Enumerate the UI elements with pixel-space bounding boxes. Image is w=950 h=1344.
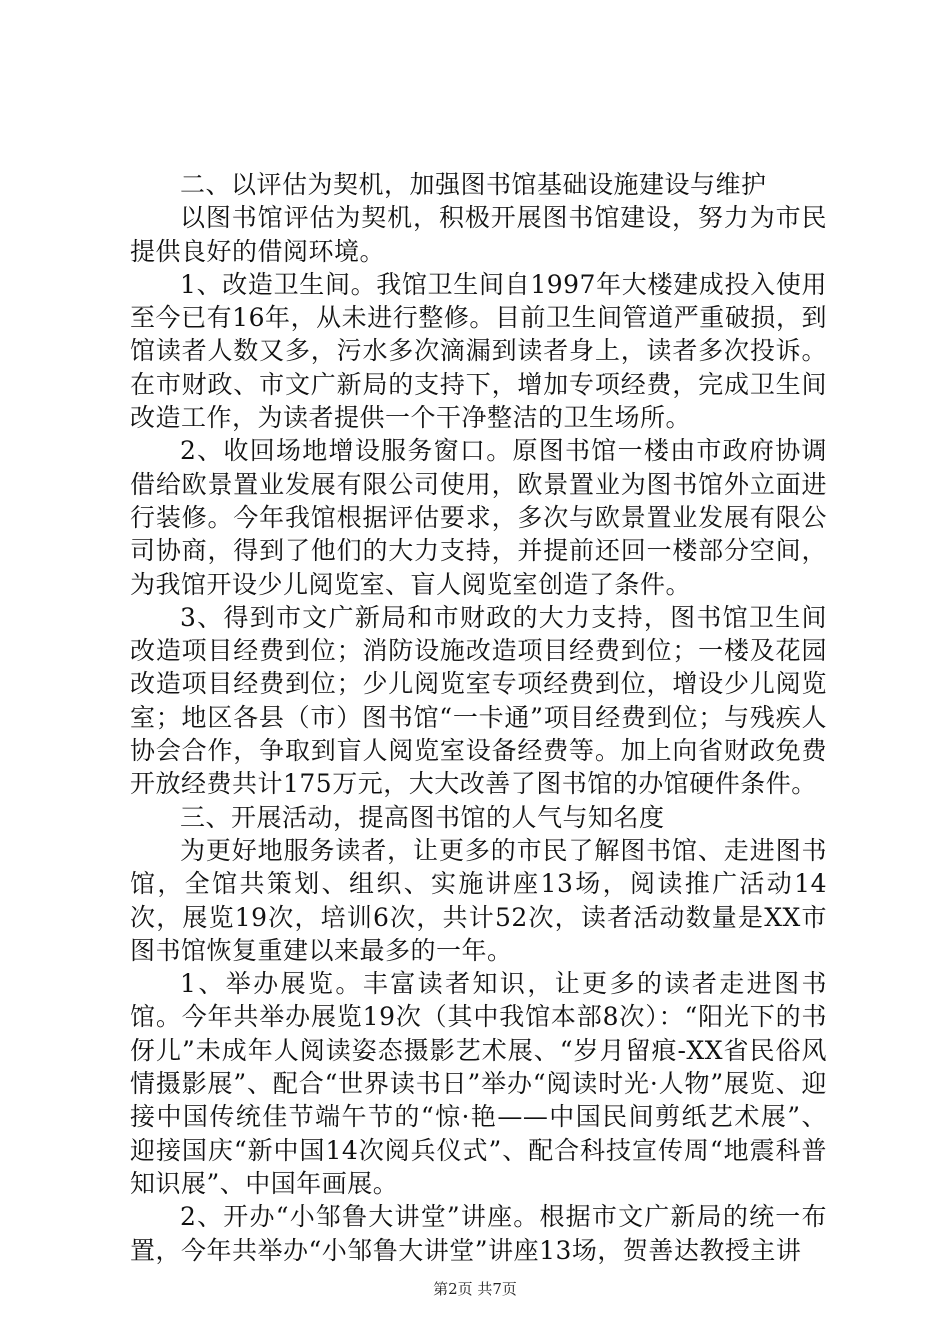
paragraph-restroom: 1、改造卫生间。我馆卫生间自1997年大楼建成投入使用至今已有16年，从未进行整修。目前卫生间管道严重破损，到馆读者人数又多，污水多次滴漏到读者身上，读者多次投诉。在市财政、市文广新局的支持下，增加专项经费，完成卫生间改造工作，为读者提供一个干净整洁的卫生场所。 — [130, 269, 827, 433]
paragraph-lectures: 2、开办“小邹鲁大讲堂”讲座。根据市文广新局的统一布置，今年共举办“小邹鲁大讲堂”讲座13场，贺善达教授主讲 — [130, 1202, 827, 1265]
document-page — [130, 168, 827, 1267]
section-heading-3: 三、开展活动，提高图书馆的人气与知名度 — [180, 802, 665, 832]
paragraph-activities: 为更好地服务读者，让更多的市民了解图书馆、走进图书馆，全馆共策划、组织、实施讲座13场，阅读推广活动14次，展览19次，培训6次，共计52次，读者活动数量是XX市图书馆恢复重建以来最多的一年。 — [130, 835, 827, 965]
paragraph-funding: 3、得到市文广新局和市财政的大力支持，图书馆卫生间改造项目经费到位；消防设施改造项目经费到位；一楼及花园改造项目经费到位；少儿阅览室专项经费到位，增设少儿阅览室；地区各县（市）图书馆“一卡通”项目经费到位；与残疾人协会合作，争取到盲人阅览室设备经费等。加上向省财政免费开放经费共计175万元，大大改善了图书馆的办馆硬件条件。 — [130, 602, 827, 799]
page-footer: 第2页 共7页 — [433, 1280, 517, 1298]
section-heading-2: 二、以评估为契机，加强图书馆基础设施建设与维护 — [180, 170, 767, 199]
paragraph-intro: 以图书馆评估为契机，积极开展图书馆建设，努力为市民提供良好的借阅环境。 — [130, 203, 827, 266]
paragraph-service-window: 2、收回场地增设服务窗口。原图书馆一楼由市政府协调借给欧景置业发展有限公司使用，欧景置业为图书馆外立面进行装修。今年我馆根据评估要求，多次与欧景置业发展有限公司协商，得到了他们的大力支持，并提前还回一楼部分空间，为我馆开设少儿阅览室、盲人阅览室创造了条件。 — [130, 436, 827, 599]
paragraph-exhibitions: 1、举办展览。丰富读者知识，让更多的读者走进图书馆。今年共举办展览19次（其中我馆本部8次）：“阳光下的书伢儿”未成年人阅读姿态摄影艺术展、“岁月留痕-XX省民俗风情摄影展”、配合“世界读书日”举办“阅读时光·人物”展览、迎接中国传统佳节端午节的“惊·艳——中国民间剪纸艺术展”、迎接国庆“新中国14次阅兵仪式”、配合科技宣传周“地震科普知识展”、中国年画展。 — [130, 969, 827, 1198]
